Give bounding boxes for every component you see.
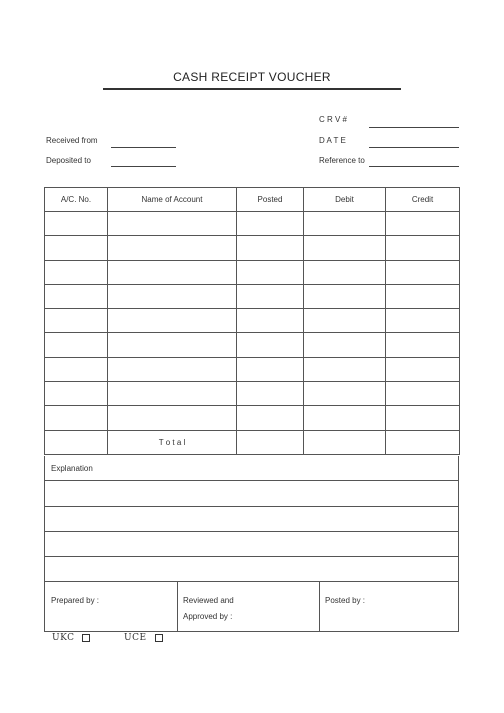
column-header-posted: Posted <box>237 188 304 212</box>
explanation-section <box>44 456 459 632</box>
table-cell[interactable] <box>45 236 108 260</box>
prepared-by-box[interactable] <box>45 582 178 631</box>
table-cell[interactable] <box>45 333 108 357</box>
received-from-field[interactable] <box>111 147 176 148</box>
table-cell[interactable] <box>45 309 108 333</box>
table-cell[interactable] <box>108 212 237 236</box>
table-cell[interactable] <box>386 236 460 260</box>
table-cell[interactable] <box>237 309 304 333</box>
posted-by-box[interactable] <box>320 582 458 631</box>
table-cell[interactable] <box>108 284 237 308</box>
column-header-credit: Credit <box>386 188 460 212</box>
table-cell[interactable] <box>237 357 304 381</box>
reference-label: Reference to <box>319 156 365 165</box>
reviewed-and-label: Reviewed and <box>183 596 234 606</box>
date-field[interactable] <box>369 147 459 148</box>
deposited-to-label: Deposited to <box>46 156 91 165</box>
uce-option <box>124 633 163 643</box>
table-cell[interactable] <box>108 382 237 406</box>
table-cell[interactable] <box>304 309 386 333</box>
column-header-ac-no: A/C. No. <box>45 188 108 212</box>
table-cell[interactable] <box>386 406 460 430</box>
table-row <box>45 382 460 406</box>
explanation-line[interactable] <box>45 481 458 506</box>
table-cell[interactable] <box>45 382 108 406</box>
table-cell[interactable] <box>45 357 108 381</box>
table-row <box>45 260 460 284</box>
table-row <box>45 406 460 430</box>
table-cell[interactable] <box>237 382 304 406</box>
table-cell[interactable] <box>45 406 108 430</box>
table-cell[interactable] <box>237 406 304 430</box>
total-label: T o t a l <box>108 430 237 454</box>
table-cell[interactable] <box>45 212 108 236</box>
account-table <box>44 187 460 455</box>
table-row <box>45 284 460 308</box>
table-row <box>45 357 460 381</box>
ukc-option <box>52 633 90 643</box>
column-header-account-name: Name of Account <box>108 188 237 212</box>
table-cell[interactable] <box>45 260 108 284</box>
table-cell[interactable] <box>386 382 460 406</box>
table-cell[interactable] <box>108 260 237 284</box>
posted-by-label: Posted by : <box>325 596 366 606</box>
table-cell[interactable] <box>304 333 386 357</box>
table-cell[interactable] <box>386 357 460 381</box>
table-header-row <box>45 188 460 212</box>
table-cell[interactable] <box>108 357 237 381</box>
table-cell[interactable] <box>304 382 386 406</box>
table-cell[interactable] <box>386 284 460 308</box>
date-label: D A T E <box>319 136 346 145</box>
reviewed-approved-box[interactable] <box>178 582 320 631</box>
table-cell[interactable] <box>237 284 304 308</box>
table-cell[interactable] <box>237 236 304 260</box>
table-cell[interactable] <box>304 236 386 260</box>
total-credit-cell[interactable] <box>386 430 460 454</box>
explanation-line[interactable] <box>45 557 458 582</box>
table-cell[interactable] <box>108 236 237 260</box>
table-cell[interactable] <box>237 212 304 236</box>
table-cell[interactable] <box>237 333 304 357</box>
table-cell[interactable] <box>108 406 237 430</box>
voucher-title: CASH RECEIPT VOUCHER <box>173 70 331 84</box>
table-cell[interactable] <box>304 260 386 284</box>
explanation-row[interactable] <box>45 456 458 481</box>
table-cell[interactable] <box>304 212 386 236</box>
table-cell[interactable] <box>304 284 386 308</box>
table-cell[interactable] <box>237 260 304 284</box>
ukc-checkbox[interactable] <box>82 634 90 642</box>
total-posted-cell[interactable] <box>237 430 304 454</box>
table-cell[interactable] <box>108 333 237 357</box>
table-cell[interactable] <box>386 260 460 284</box>
signature-row <box>45 582 458 631</box>
crv-field[interactable] <box>369 127 459 128</box>
table-cell[interactable] <box>45 284 108 308</box>
table-row <box>45 309 460 333</box>
table-row <box>45 333 460 357</box>
reference-field[interactable] <box>369 166 459 167</box>
table-cell[interactable] <box>386 309 460 333</box>
prepared-by-label: Prepared by : <box>51 596 100 606</box>
uce-checkbox[interactable] <box>155 634 163 642</box>
table-cell[interactable] <box>304 357 386 381</box>
approved-by-label: Approved by : <box>183 612 233 622</box>
table-cell[interactable] <box>304 406 386 430</box>
crv-label: C R V # <box>319 115 348 124</box>
title-underline <box>103 88 401 90</box>
column-header-debit: Debit <box>304 188 386 212</box>
table-cell[interactable] <box>386 333 460 357</box>
received-from-label: Received from <box>46 136 98 145</box>
table-cell[interactable] <box>386 212 460 236</box>
table-row <box>45 212 460 236</box>
explanation-label: Explanation <box>51 464 93 473</box>
table-cell[interactable] <box>108 309 237 333</box>
explanation-line[interactable] <box>45 507 458 532</box>
deposited-to-field[interactable] <box>111 166 176 167</box>
total-row <box>45 430 460 454</box>
uce-label: UCE <box>124 633 147 643</box>
table-cell <box>45 430 108 454</box>
total-debit-cell[interactable] <box>304 430 386 454</box>
ukc-label: UKC <box>52 633 75 643</box>
explanation-line[interactable] <box>45 532 458 557</box>
table-row <box>45 236 460 260</box>
